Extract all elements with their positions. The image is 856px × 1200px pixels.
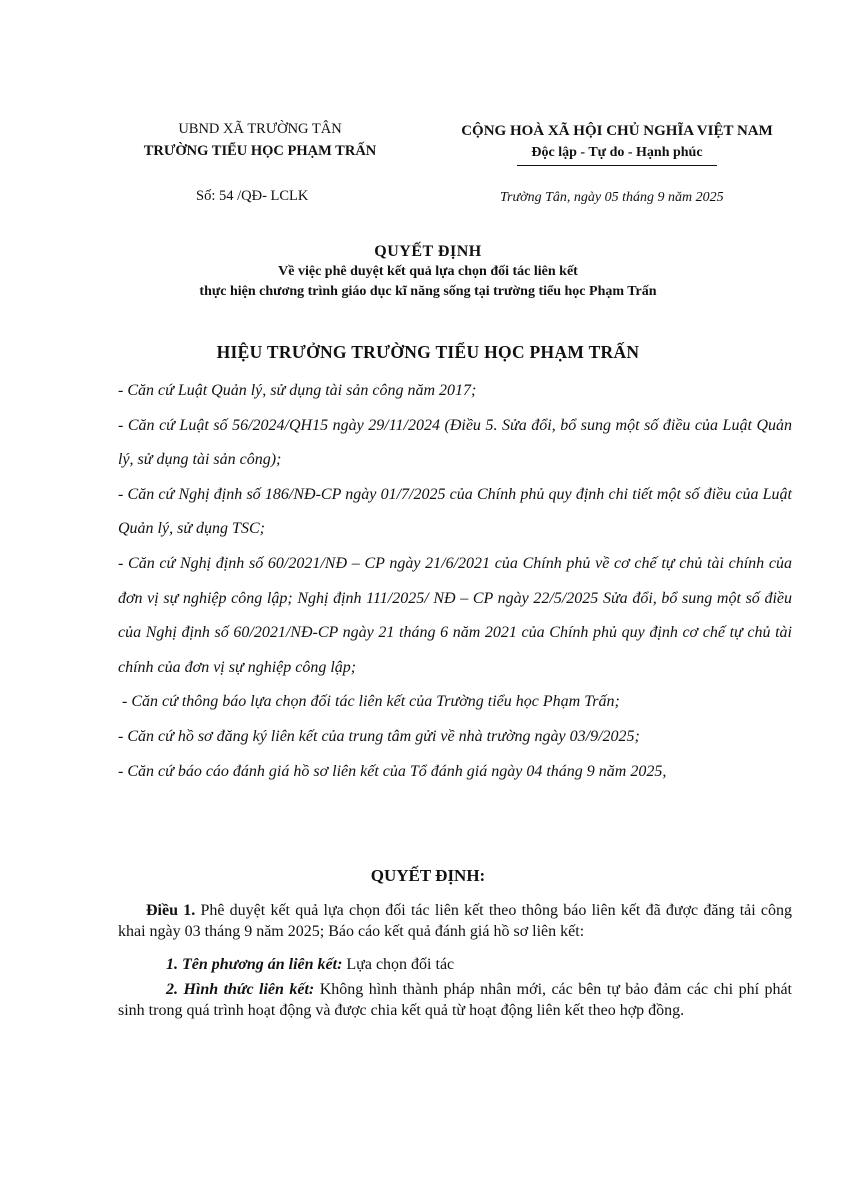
article-1-label: Điều 1. — [146, 902, 196, 919]
document-number: Số: 54 /QĐ- LCLK — [196, 188, 309, 204]
country-name: CỘNG HOÀ XÃ HỘI CHỦ NGHĨA VIỆT NAM — [461, 123, 773, 139]
motto-line: Độc lập - Tự do - Hạnh phúc — [517, 142, 716, 166]
basis-item: - Căn cứ Nghị định số 186/NĐ-CP ngày 01/7/2025 của Chính phủ quy định chi tiết một số điều của Luật Quản lý, sử dụng TSC; — [118, 485, 792, 538]
subject-line-2: thực hiện chương trình giáo dục kĩ năng sống tại trường tiểu học Phạm Trấn — [199, 284, 657, 299]
basis-item: - Căn cứ Nghị định số 60/2021/NĐ – CP ngày 21/6/2021 của Chính phủ về cơ chế tự chủ tài chính của đơn vị sự nghiệp công lập; Nghị định 111/2025/ NĐ – CP ngày 22/5/2025 Sửa đổi, bổ sung một số điều của Nghị định số 60/2021/NĐ-CP ngày 21 tháng 6 năm 2021 của Chính phủ quy định cơ chế tự chủ tài chính của đơn vị sự nghiệp công lập; — [118, 554, 792, 676]
issuing-organization — [110, 118, 410, 162]
article-1-item-2 — [118, 979, 792, 1021]
item-1-text: Lựa chọn đối tác — [342, 956, 455, 973]
subject-line-1: Về việc phê duyệt kết quả lựa chọn đối tác liên kết — [278, 264, 578, 279]
article-1-text: Phê duyệt kết quả lựa chọn đối tác liên kết theo thông báo liên kết đã được đăng tải công khai ngày 03 tháng 9 năm 2025; Báo cáo kết quả đánh giá hồ sơ liên kết: — [118, 902, 793, 940]
org-line-1: UBND XÃ TRƯỜNG TÂN — [178, 121, 342, 137]
basis-item: - Căn cứ Luật số 56/2024/QH15 ngày 29/11/2024 (Điều 5. Sửa đổi, bổ sung một số điều của Luật Quản lý, sử dụng tài sản công); — [118, 416, 792, 469]
basis-item: - Căn cứ hồ sơ đăng ký liên kết của trung tâm gửi về nhà trường ngày 03/9/2025; — [118, 727, 640, 745]
item-2-label: 2. Hình thức liên kết: — [166, 981, 315, 998]
decision-heading: QUYẾT ĐỊNH: — [370, 866, 486, 885]
document-title: QUYẾT ĐỊNH — [374, 243, 482, 260]
legal-basis-list — [118, 374, 792, 789]
basis-item: - Căn cứ Luật Quản lý, sử dụng tài sản công năm 2017; — [118, 382, 477, 399]
authority-heading: HIỆU TRƯỞNG TRƯỜNG TIỂU HỌC PHẠM TRẤN — [216, 342, 640, 362]
place-date: Trường Tân, ngày 05 tháng 9 năm 2025 — [500, 190, 724, 205]
basis-item: - Căn cứ báo cáo đánh giá hồ sơ liên kết của Tổ đánh giá ngày 04 tháng 9 năm 2025, — [118, 762, 667, 780]
item-1-label: 1. Tên phương án liên kết: — [166, 956, 343, 973]
national-motto — [432, 120, 802, 166]
article-1 — [118, 900, 792, 1021]
basis-item: - Căn cứ thông báo lựa chọn đối tác liên kết của Trường tiểu học Phạm Trấn; — [122, 693, 620, 711]
org-line-2: TRƯỜNG TIỂU HỌC PHẠM TRẤN — [143, 143, 377, 159]
item-2-text: Không hình thành pháp nhân mới, các bên tự bảo đảm các chi phí phát sinh trong quá trình hoạt động và được chia kết quả từ hoạt động liên kết theo hợp đồng. — [118, 981, 793, 1019]
article-1-item-1 — [118, 954, 792, 975]
article-1-paragraph — [118, 900, 792, 942]
